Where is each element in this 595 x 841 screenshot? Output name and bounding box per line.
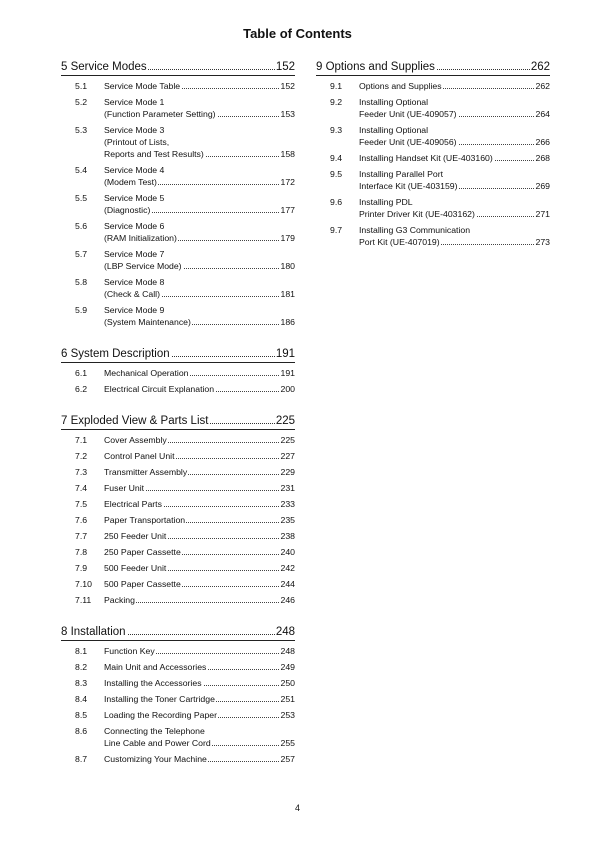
section-body — [104, 594, 295, 606]
section-title: Service Mode 3 — [104, 125, 165, 135]
section-number: 7.9 — [75, 563, 88, 573]
section-body — [104, 530, 295, 542]
toc-entry[interactable] — [316, 152, 550, 164]
section-body — [104, 248, 295, 272]
section-line — [104, 108, 295, 120]
section-line — [359, 224, 550, 236]
section-number: 8.2 — [75, 662, 88, 672]
section-line — [104, 693, 295, 705]
section-page: 249 — [280, 662, 295, 672]
section-number: 9.3 — [330, 125, 343, 135]
toc-right-column — [316, 57, 550, 252]
section-title: Packing — [104, 595, 135, 605]
section-page: 225 — [280, 435, 295, 445]
toc-entry[interactable] — [61, 546, 295, 558]
section-page: 262 — [535, 81, 550, 91]
section-title: Installing the Accessories — [104, 678, 202, 688]
toc-entry[interactable] — [316, 124, 550, 148]
toc-entry[interactable] — [61, 753, 295, 765]
section-body — [104, 124, 295, 160]
toc-entry[interactable] — [61, 450, 295, 462]
section-body — [104, 466, 295, 478]
section-page: 181 — [280, 289, 295, 299]
toc-entry[interactable] — [61, 498, 295, 510]
section-line — [104, 96, 295, 108]
section-page: 177 — [280, 205, 295, 215]
section-body — [104, 546, 295, 558]
section-number: 7.11 — [75, 595, 92, 605]
section-number: 5.2 — [75, 97, 88, 107]
section-body — [104, 367, 295, 379]
section-title: (Printout of Lists, — [104, 137, 170, 147]
section-body — [104, 383, 295, 395]
toc-entry[interactable] — [61, 482, 295, 494]
section-line — [104, 136, 295, 148]
section-title: Service Mode 9 — [104, 305, 165, 315]
chapter-title: 7 Exploded View & Parts List — [61, 415, 209, 427]
section-title: 250 Feeder Unit — [104, 531, 167, 541]
chapter-rule — [61, 75, 295, 76]
section-page: 158 — [280, 149, 295, 159]
section-number: 6.1 — [75, 368, 88, 378]
section-number: 5.8 — [75, 277, 88, 287]
section-title: Feeder Unit (UE-409057) — [359, 109, 457, 119]
section-title: Main Unit and Accessories — [104, 662, 207, 672]
chapter-heading[interactable] — [61, 622, 295, 638]
chapter-page: 225 — [275, 415, 295, 427]
section-line — [104, 276, 295, 288]
section-title: Port Kit (UE-407019) — [359, 237, 440, 247]
section-page: 200 — [280, 384, 295, 394]
section-title: Installing Parallel Port — [359, 169, 444, 179]
toc-entry[interactable] — [61, 192, 295, 216]
page-number: 4 — [294, 803, 300, 813]
toc-entry[interactable] — [316, 224, 550, 248]
section-line — [104, 578, 295, 590]
section-title: Cover Assembly — [104, 435, 167, 445]
section-title: Printer Driver Kit (UE-403162) — [359, 209, 475, 219]
section-line — [359, 180, 550, 192]
section-line — [104, 482, 295, 494]
section-title: (Check & Call) — [104, 289, 160, 299]
section-title: (LBP Service Mode) — [104, 261, 182, 271]
section-page: 242 — [280, 563, 295, 573]
section-line — [104, 677, 295, 689]
section-title: Installing the Toner Cartridge — [104, 694, 215, 704]
section-body — [104, 709, 295, 721]
section-title: Installing Optional — [359, 97, 429, 107]
section-page: 180 — [280, 261, 295, 271]
section-page: 250 — [280, 678, 295, 688]
section-number: 7.1 — [75, 435, 88, 445]
section-number: 9.1 — [330, 81, 343, 91]
section-line — [104, 232, 295, 244]
section-title: Options and Supplies — [359, 81, 442, 91]
section-line — [104, 725, 295, 737]
section-page: 244 — [280, 579, 295, 589]
chapter-title: 6 System Description — [61, 348, 170, 360]
chapter-rule — [61, 640, 295, 641]
section-title: Mechanical Operation — [104, 368, 189, 378]
section-title: (Diagnostic) — [104, 205, 151, 215]
chapter-page: 191 — [275, 348, 295, 360]
section-number: 6.2 — [75, 384, 88, 394]
section-number: 8.6 — [75, 726, 88, 736]
chapter-rule — [61, 429, 295, 430]
section-body — [104, 304, 295, 328]
section-title: Connecting the Telephone — [104, 726, 205, 736]
section-body — [104, 450, 295, 462]
section-body — [359, 224, 550, 248]
section-title: 500 Feeder Unit — [104, 563, 167, 573]
chapter-heading[interactable] — [61, 411, 295, 427]
section-line — [104, 498, 295, 510]
section-title: (Function Parameter Setting) — [104, 109, 216, 119]
chapter-rule — [316, 75, 550, 76]
section-page: 233 — [280, 499, 295, 509]
section-line — [104, 164, 295, 176]
section-line — [359, 208, 550, 220]
section-title: Customizing Your Machine — [104, 754, 207, 764]
section-title: Control Panel Unit — [104, 451, 175, 461]
section-line — [104, 530, 295, 542]
section-title: Service Mode 5 — [104, 193, 165, 203]
section-line — [104, 645, 295, 657]
section-body — [104, 514, 295, 526]
section-title: Transmitter Assembly — [104, 467, 188, 477]
toc-entry[interactable] — [61, 562, 295, 574]
toc-entry[interactable] — [316, 96, 550, 120]
chapter-heading[interactable] — [61, 57, 295, 73]
section-line — [359, 108, 550, 120]
chapter-heading[interactable] — [61, 344, 295, 360]
section-line — [104, 176, 295, 188]
section-title: Feeder Unit (UE-409056) — [359, 137, 457, 147]
section-title: Line Cable and Power Cord — [104, 738, 211, 748]
section-page: 191 — [280, 368, 295, 378]
section-page: 257 — [280, 754, 295, 764]
toc-entry[interactable] — [61, 367, 295, 379]
section-page: 172 — [280, 177, 295, 187]
section-line — [104, 367, 295, 379]
section-page: 269 — [535, 181, 550, 191]
toc-entry[interactable] — [61, 124, 295, 160]
section-body — [359, 196, 550, 220]
chapter-heading[interactable] — [316, 57, 550, 73]
section-number: 8.5 — [75, 710, 88, 720]
section-body — [104, 661, 295, 673]
section-title: Loading the Recording Paper — [104, 710, 218, 720]
section-line — [104, 450, 295, 462]
section-body — [104, 80, 295, 92]
section-title: 250 Paper Cassette — [104, 547, 181, 557]
section-page: 227 — [280, 451, 295, 461]
section-title: Service Mode 1 — [104, 97, 165, 107]
section-page: 153 — [280, 109, 295, 119]
section-line — [359, 124, 550, 136]
section-number: 5.7 — [75, 249, 88, 259]
section-body — [104, 645, 295, 657]
section-title: Service Mode 7 — [104, 249, 165, 259]
section-line — [104, 661, 295, 673]
section-body — [104, 164, 295, 188]
section-body — [359, 124, 550, 148]
section-line — [104, 383, 295, 395]
section-line — [104, 546, 295, 558]
toc-entry[interactable] — [61, 693, 295, 705]
section-page: 253 — [280, 710, 295, 720]
section-line — [104, 80, 295, 92]
chapter-rule — [61, 362, 295, 363]
section-number: 5.3 — [75, 125, 88, 135]
section-number: 8.1 — [75, 646, 88, 656]
section-number: 7.6 — [75, 515, 88, 525]
toc-entry[interactable] — [61, 661, 295, 673]
section-number: 5.5 — [75, 193, 88, 203]
section-body — [104, 578, 295, 590]
section-page: 248 — [280, 646, 295, 656]
section-line — [359, 80, 550, 92]
section-body — [104, 482, 295, 494]
section-title: (System Maintenance) — [104, 317, 191, 327]
section-title: (RAM Initialization) — [104, 233, 177, 243]
toc-entry[interactable] — [61, 96, 295, 120]
page-title: Table of Contents — [243, 26, 352, 41]
toc-entry[interactable] — [61, 709, 295, 721]
section-line — [104, 316, 295, 328]
section-number: 9.7 — [330, 225, 343, 235]
section-title: Paper Transportation — [104, 515, 186, 525]
toc-entry[interactable] — [61, 466, 295, 478]
section-line — [359, 96, 550, 108]
chapter-page: 248 — [275, 626, 295, 638]
section-body — [104, 434, 295, 446]
section-line — [359, 168, 550, 180]
section-number: 5.9 — [75, 305, 88, 315]
section-line — [104, 304, 295, 316]
section-page: 251 — [280, 694, 295, 704]
toc-entry[interactable] — [61, 434, 295, 446]
section-page: 235 — [280, 515, 295, 525]
section-number: 9.6 — [330, 197, 343, 207]
section-number: 9.4 — [330, 153, 343, 163]
section-title: Installing Handset Kit (UE-403160) — [359, 153, 493, 163]
section-body — [359, 168, 550, 192]
section-line — [104, 148, 295, 160]
section-page: 240 — [280, 547, 295, 557]
section-body — [104, 562, 295, 574]
section-line — [104, 562, 295, 574]
section-body — [104, 220, 295, 244]
section-title: Installing G3 Communication — [359, 225, 471, 235]
section-title: Installing Optional — [359, 125, 429, 135]
section-title: Fuser Unit — [104, 483, 145, 493]
section-title: Service Mode 8 — [104, 277, 165, 287]
toc-entry[interactable] — [61, 304, 295, 328]
toc-entry[interactable] — [61, 645, 295, 657]
toc-entry[interactable] — [61, 578, 295, 590]
section-body — [104, 276, 295, 300]
section-title: 500 Paper Cassette — [104, 579, 181, 589]
section-line — [359, 196, 550, 208]
section-line — [104, 220, 295, 232]
chapter-title: 5 Service Modes — [61, 61, 147, 73]
section-line — [104, 248, 295, 260]
toc-entry[interactable] — [61, 530, 295, 542]
toc-left-column — [61, 57, 295, 769]
section-body — [104, 725, 295, 749]
toc-entry[interactable] — [61, 80, 295, 92]
section-page: 231 — [280, 483, 295, 493]
section-line — [104, 434, 295, 446]
toc-entry[interactable] — [61, 677, 295, 689]
section-line — [104, 192, 295, 204]
section-number: 7.3 — [75, 467, 88, 477]
section-line — [104, 260, 295, 272]
section-title: (Modem Test) — [104, 177, 157, 187]
section-page: 273 — [535, 237, 550, 247]
section-body — [104, 753, 295, 765]
section-title: Service Mode 6 — [104, 221, 165, 231]
section-number: 7.10 — [75, 579, 92, 589]
section-line — [104, 288, 295, 300]
section-body — [104, 96, 295, 120]
section-number: 7.4 — [75, 483, 88, 493]
chapter-page: 262 — [530, 61, 550, 73]
toc-entry[interactable] — [316, 80, 550, 92]
section-title: Service Mode Table — [104, 81, 181, 91]
section-body — [104, 498, 295, 510]
section-page: 271 — [535, 209, 550, 219]
chapter-title: 9 Options and Supplies — [316, 61, 435, 73]
section-title: Installing PDL — [359, 197, 413, 207]
section-page: 264 — [535, 109, 550, 119]
section-title: Interface Kit (UE-403159) — [359, 181, 458, 191]
section-line — [359, 152, 550, 164]
toc-entry[interactable] — [316, 168, 550, 192]
section-body — [104, 192, 295, 216]
section-line — [104, 709, 295, 721]
section-title: Function Key — [104, 646, 155, 656]
section-line — [359, 236, 550, 248]
toc-entry[interactable] — [61, 276, 295, 300]
section-number: 8.4 — [75, 694, 88, 704]
section-number: 7.7 — [75, 531, 88, 541]
chapter-title: 8 Installation — [61, 626, 126, 638]
section-line — [104, 124, 295, 136]
section-line — [104, 753, 295, 765]
section-number: 5.4 — [75, 165, 88, 175]
section-body — [359, 80, 550, 92]
section-line — [104, 737, 295, 749]
section-line — [104, 594, 295, 606]
section-page: 266 — [535, 137, 550, 147]
section-page: 255 — [280, 738, 295, 748]
section-body — [359, 96, 550, 120]
chapter-page: 152 — [275, 61, 295, 73]
section-number: 8.7 — [75, 754, 88, 764]
section-number: 8.3 — [75, 678, 88, 688]
section-body — [104, 677, 295, 689]
section-number: 5.1 — [75, 81, 88, 91]
section-page: 152 — [280, 81, 295, 91]
section-page: 238 — [280, 531, 295, 541]
section-line — [359, 136, 550, 148]
toc-entry[interactable] — [61, 594, 295, 606]
toc-entry[interactable] — [61, 164, 295, 188]
section-title: Reports and Test Results) — [104, 149, 204, 159]
toc-entry[interactable] — [61, 248, 295, 272]
section-page: 179 — [280, 233, 295, 243]
section-line — [104, 466, 295, 478]
section-page: 229 — [280, 467, 295, 477]
section-title: Electrical Circuit Explanation — [104, 384, 215, 394]
section-page: 268 — [535, 153, 550, 163]
section-body — [104, 693, 295, 705]
toc-entry[interactable] — [61, 725, 295, 749]
section-page: 186 — [280, 317, 295, 327]
section-title: Service Mode 4 — [104, 165, 165, 175]
section-number: 9.2 — [330, 97, 343, 107]
toc-entry[interactable] — [61, 220, 295, 244]
section-number: 7.5 — [75, 499, 88, 509]
toc-entry[interactable] — [316, 196, 550, 220]
toc-entry[interactable] — [61, 383, 295, 395]
toc-entry[interactable] — [61, 514, 295, 526]
section-number: 7.8 — [75, 547, 88, 557]
section-number: 7.2 — [75, 451, 88, 461]
section-line — [104, 204, 295, 216]
section-page: 246 — [280, 595, 295, 605]
section-body — [359, 152, 550, 164]
section-title: Electrical Parts — [104, 499, 162, 509]
section-number: 9.5 — [330, 169, 343, 179]
section-number: 5.6 — [75, 221, 88, 231]
section-line — [104, 514, 295, 526]
